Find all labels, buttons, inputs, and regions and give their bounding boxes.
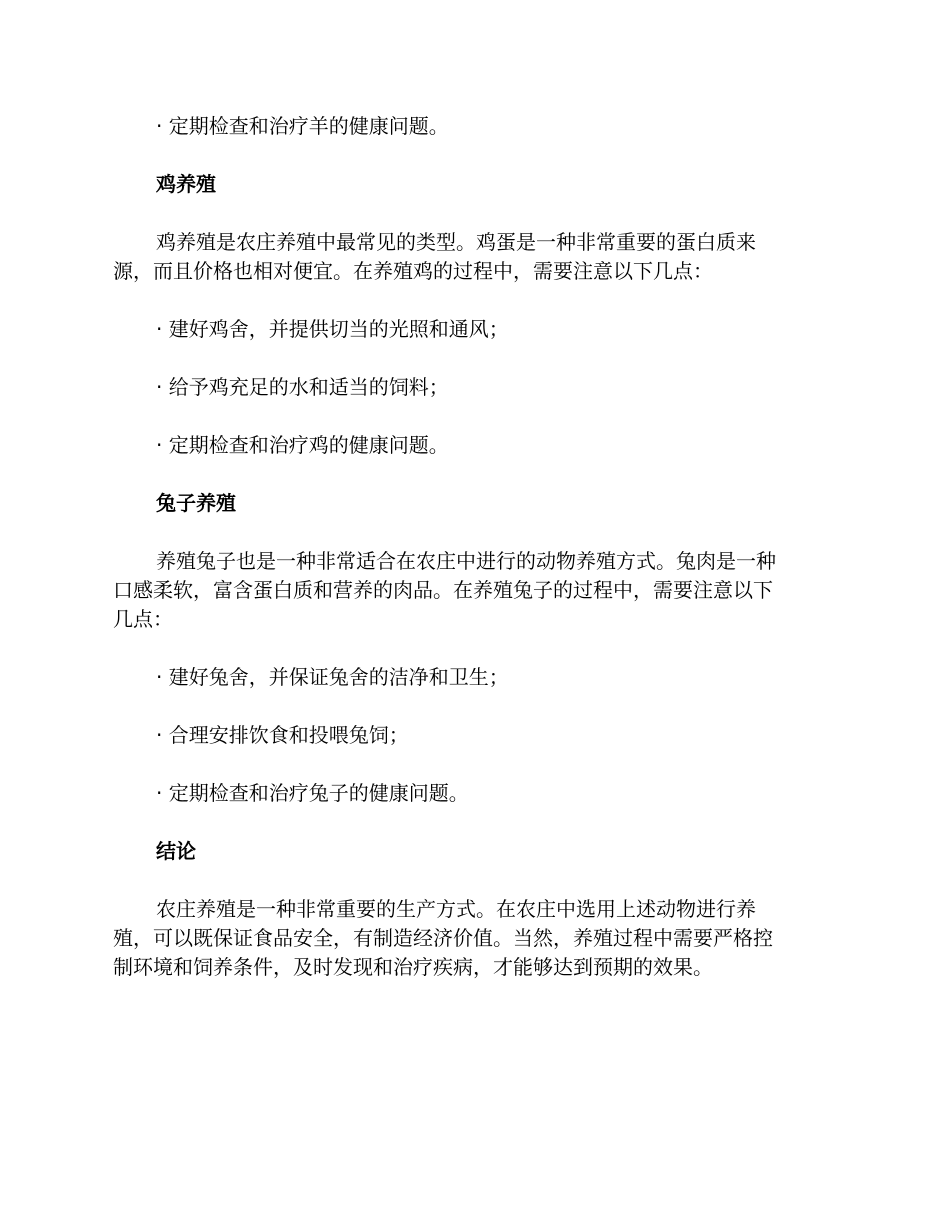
document-content (113, 112, 833, 1011)
paragraph-rabbit (113, 547, 833, 634)
paragraph-line: 源，而且价格也相对便宜。在养殖鸡的过程中，需要注意以下几点： (113, 259, 713, 283)
bullet-sheep-health: · 定期检查和治疗羊的健康问题。 (156, 114, 449, 138)
paragraph-conclusion (113, 895, 833, 982)
bullet-chicken-coop: · 建好鸡舍，并提供切当的光照和通风； (156, 317, 509, 341)
bullet-rabbit-feed: · 合理安排饮食和投喂兔饲； (156, 723, 409, 747)
paragraph-line: 农庄养殖是一种非常重要的生产方式。在农庄中选用上述动物进行养 (156, 897, 756, 921)
bullet-chicken-feed: · 给予鸡充足的水和适当的饲料； (156, 375, 449, 399)
paragraph-line: 制环境和饲养条件，及时发现和治疗疾病，才能够达到预期的效果。 (113, 955, 713, 979)
paragraph-chicken (113, 228, 833, 286)
heading-conclusion: 结论 (156, 839, 196, 863)
paragraph-line: 鸡养殖是农庄养殖中最常见的类型。鸡蛋是一种非常重要的蛋白质来 (156, 230, 756, 254)
paragraph-line: 口感柔软，富含蛋白质和营养的肉品。在养殖兔子的过程中，需要注意以下 (113, 578, 773, 602)
bullet-chicken-health: · 定期检查和治疗鸡的健康问题。 (156, 433, 449, 457)
heading-chicken: 鸡养殖 (156, 172, 216, 196)
bullet-rabbit-health: · 定期检查和治疗兔子的健康问题。 (156, 781, 469, 805)
bullet-rabbit-hutch: · 建好兔舍，并保证兔舍的洁净和卫生； (156, 665, 509, 689)
paragraph-line: 养殖兔子也是一种非常适合在农庄中进行的动物养殖方式。兔肉是一种 (156, 549, 776, 573)
paragraph-line: 几点： (113, 607, 173, 631)
heading-rabbit: 兔子养殖 (156, 491, 236, 515)
paragraph-line: 殖，可以既保证食品安全，有制造经济价值。当然，养殖过程中需要严格控 (113, 926, 773, 950)
